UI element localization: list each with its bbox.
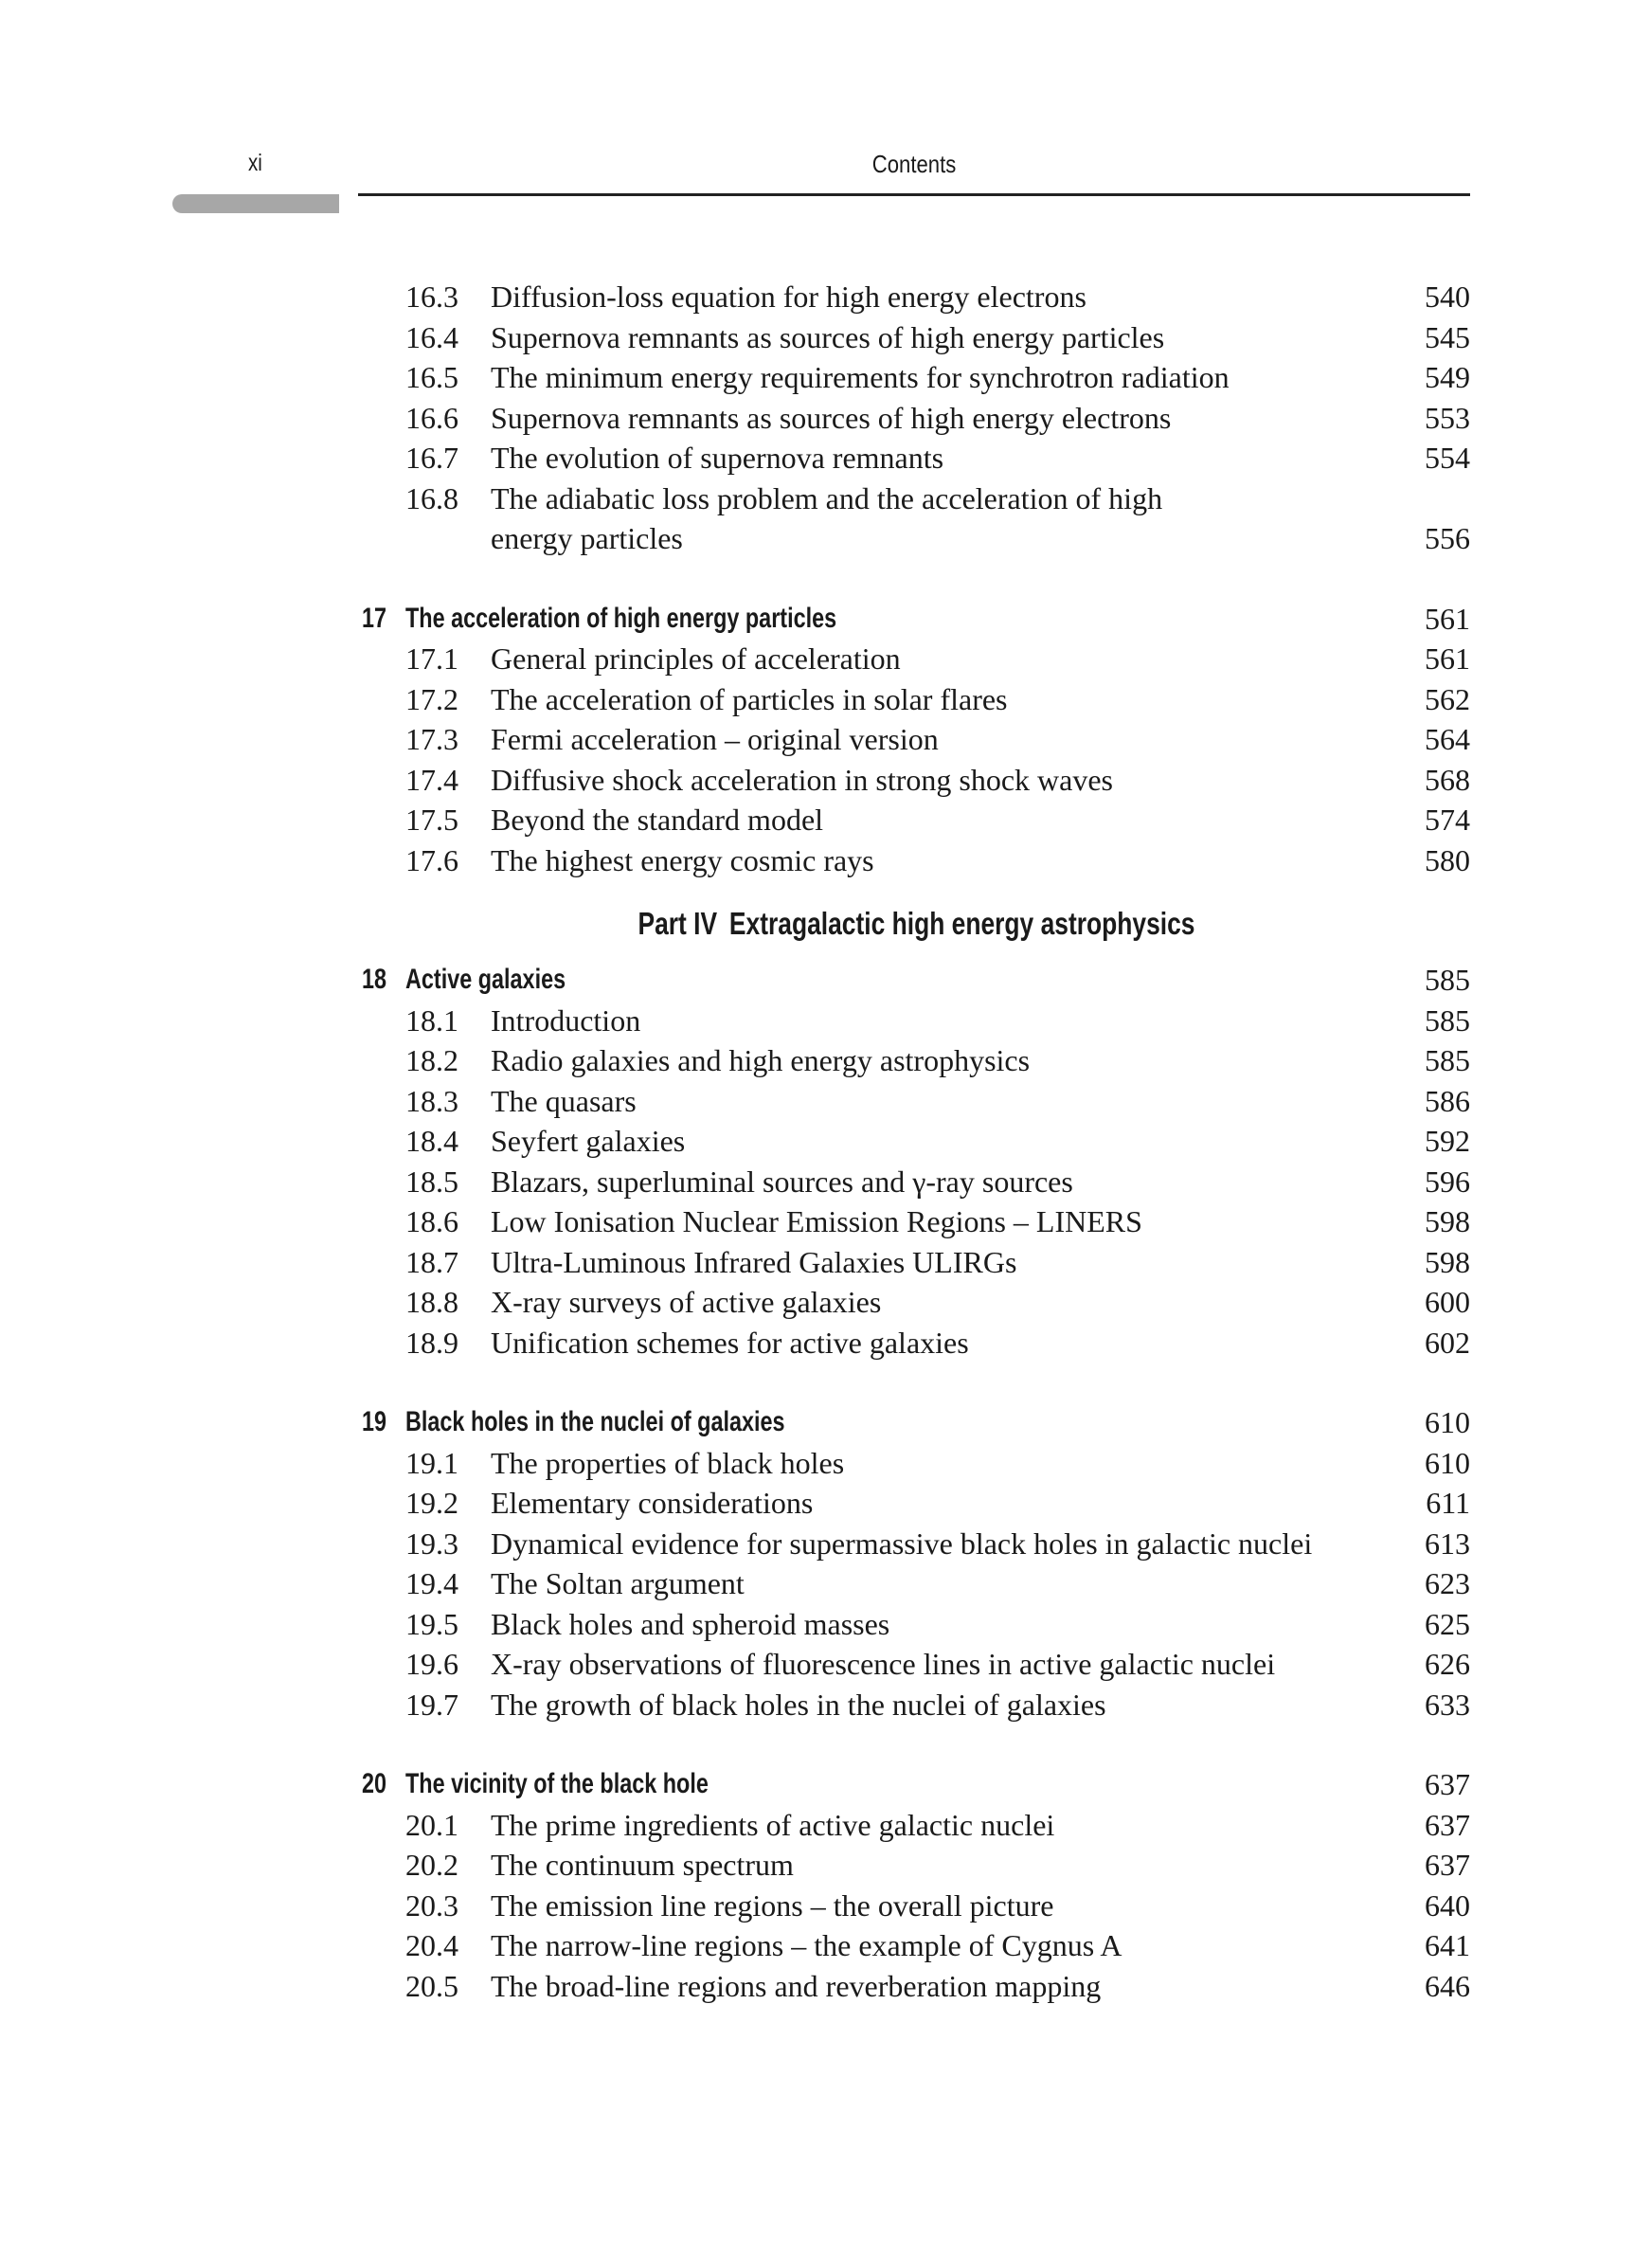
section-number: 20.5: [405, 1968, 458, 2003]
section-number: 17.6: [405, 842, 458, 877]
page-ref: 610: [1425, 1445, 1470, 1480]
section-title: Dynamical evidence for supermassive black holes in galactic nuclei: [491, 1526, 1313, 1561]
section-number: 18.2: [405, 1043, 458, 1077]
section-title: Low Ionisation Nuclear Emission Regions – LINERS: [491, 1204, 1142, 1238]
section-number: 19.5: [405, 1606, 458, 1641]
toc-entry[interactable]: [362, 1845, 1470, 1886]
page-ref: 592: [1425, 1124, 1470, 1158]
section-number: 16.3: [405, 280, 458, 314]
section-number: 20.4: [405, 1928, 458, 1962]
toc-entry[interactable]: [362, 357, 1470, 398]
section-number: 16.7: [405, 441, 458, 475]
section-title: The emission line regions – the overall picture: [491, 1887, 1054, 1923]
section-number: 19.3: [405, 1526, 458, 1561]
section-number: 18.6: [405, 1204, 458, 1238]
section-number: 19.1: [405, 1445, 458, 1480]
toc-entry[interactable]: [362, 1001, 1470, 1041]
page-ref: 585: [1425, 963, 1470, 997]
page-number: xi: [248, 150, 262, 176]
page-ref: 564: [1425, 722, 1470, 756]
section-number: 18.8: [405, 1285, 458, 1319]
section-number: 17.3: [405, 722, 458, 756]
page-ref: 574: [1425, 803, 1470, 837]
page-ref: 585: [1425, 1002, 1470, 1038]
section-number: 18.3: [405, 1083, 458, 1118]
page-ref: 568: [1425, 762, 1470, 797]
toc-entry[interactable]: [362, 1081, 1470, 1122]
page-ref: 562: [1425, 681, 1470, 716]
section-number: 19.4: [405, 1566, 458, 1600]
part-heading[interactable]: [362, 894, 1470, 954]
toc-entry[interactable]: [362, 1242, 1470, 1283]
page-ref: 623: [1425, 1566, 1470, 1600]
toc-entry[interactable]: [362, 438, 1470, 478]
page-ref: 549: [1425, 360, 1470, 394]
section-title: Fermi acceleration – original version: [491, 722, 939, 756]
toc-entry[interactable]: [362, 679, 1470, 720]
part-label: Part IV: [637, 906, 717, 941]
section-title: Black holes and spheroid masses: [491, 1606, 890, 1641]
section-number: 18.9: [405, 1325, 458, 1360]
chapter-number: 17: [362, 602, 387, 634]
section-title: Beyond the standard model: [491, 803, 824, 837]
section-title: X-ray surveys of active galaxies: [491, 1285, 882, 1319]
section-title: The evolution of supernova remnants: [491, 441, 944, 475]
running-title-text: Contents: [871, 150, 957, 178]
section-number: 19.2: [405, 1486, 458, 1520]
chapter-number: 19: [362, 1406, 387, 1437]
page-ref: 610: [1425, 1405, 1470, 1439]
toc-entry[interactable]: [362, 639, 1470, 679]
page-ref: 586: [1425, 1083, 1470, 1118]
section-number: 19.6: [405, 1647, 458, 1681]
toc-entry[interactable]: [362, 1604, 1470, 1645]
section-title-line1: The adiabatic loss problem and the acceleration of high: [491, 480, 1163, 515]
section-number: 18.7: [405, 1244, 458, 1279]
toc-entry[interactable]: [362, 1805, 1470, 1846]
section-number: 18.5: [405, 1164, 458, 1199]
chapter-entry[interactable]: [362, 960, 1470, 1001]
page-ref: 554: [1425, 441, 1470, 475]
section-title: Elementary considerations: [491, 1486, 814, 1520]
section-title: The quasars: [491, 1083, 637, 1118]
chapter-entry[interactable]: [362, 599, 1470, 640]
header-rule: [358, 193, 1470, 196]
section-title: Introduction: [491, 1002, 641, 1038]
section-number: 17.1: [405, 641, 458, 676]
toc-entry[interactable]: [362, 1443, 1470, 1484]
section-number: 18.1: [405, 1002, 458, 1038]
section-title: The broad-line regions and reverberation mapping: [491, 1968, 1102, 2003]
section-title: The narrow-line regions – the example of Cygnus A: [491, 1928, 1122, 1962]
section-title: Supernova remnants as sources of high energy electrons: [491, 400, 1172, 435]
section-title: The acceleration of particles in solar flares: [491, 681, 1008, 716]
page-ref: 540: [1425, 280, 1470, 314]
page-ref: 561: [1425, 601, 1470, 636]
toc-entry[interactable]: [362, 1644, 1470, 1685]
toc-entry[interactable]: [362, 1201, 1470, 1242]
section-title: Ultra-Luminous Infrared Galaxies ULIRGs: [491, 1244, 1017, 1279]
section-number: 16.6: [405, 400, 458, 435]
page-ref: 602: [1425, 1325, 1470, 1360]
toc-entry[interactable]: [362, 1162, 1470, 1202]
thumb-tab-bar: [172, 194, 339, 213]
toc-entry[interactable]: [362, 317, 1470, 358]
section-number: 16.8: [405, 480, 458, 515]
page-ref: 641: [1425, 1928, 1470, 1962]
page-ref: 640: [1425, 1887, 1470, 1923]
section-title: Supernova remnants as sources of high energy particles: [491, 319, 1165, 354]
chapter-title: Active galaxies: [405, 964, 566, 995]
section-number: 19.7: [405, 1687, 458, 1722]
toc-entry[interactable]: [362, 1282, 1470, 1323]
section-number: 20.3: [405, 1887, 458, 1923]
section-title: Blazars, superluminal sources and γ-ray sources: [491, 1164, 1073, 1199]
section-title: Diffusion-loss equation for high energy electrons: [491, 280, 1086, 314]
chapter-title: Black holes in the nuclei of galaxies: [405, 1406, 785, 1437]
section-title: Seyfert galaxies: [491, 1124, 686, 1158]
toc-entry[interactable]: [362, 800, 1470, 840]
section-number: 16.4: [405, 319, 458, 354]
section-number: 17.2: [405, 681, 458, 716]
chapter-entry[interactable]: [362, 1764, 1470, 1805]
section-title: The continuum spectrum: [491, 1848, 794, 1882]
toc-entry[interactable]: [362, 1925, 1470, 1966]
page-ref: 637: [1425, 1807, 1470, 1842]
section-title: X-ray observations of fluorescence lines in active galactic nuclei: [491, 1647, 1276, 1681]
section-number: 20.1: [405, 1807, 458, 1842]
section-title: Diffusive shock acceleration in strong shock waves: [491, 762, 1113, 797]
toc-entry[interactable]: [362, 277, 1470, 317]
section-title: The highest energy cosmic rays: [491, 842, 874, 877]
section-title: Unification schemes for active galaxies: [491, 1325, 969, 1360]
page-ref: 611: [1426, 1486, 1470, 1520]
section-title-line2: energy particles: [491, 521, 683, 555]
toc-entry[interactable]: [362, 398, 1470, 439]
toc-entry[interactable]: [362, 840, 1470, 881]
toc-entry[interactable]: [362, 1966, 1470, 2007]
toc-entry[interactable]: [362, 1886, 1470, 1926]
toc-entry[interactable]: [362, 719, 1470, 760]
section-number: 20.2: [405, 1848, 458, 1882]
page-ref: 613: [1425, 1526, 1470, 1561]
section-title: Radio galaxies and high energy astrophysics: [491, 1043, 1031, 1077]
page-ref: 598: [1425, 1244, 1470, 1279]
page-ref: 553: [1425, 400, 1470, 435]
chapter-number: 20: [362, 1768, 387, 1799]
toc-entry[interactable]: [362, 1121, 1470, 1162]
toc-entry[interactable]: [362, 760, 1470, 801]
toc-entry[interactable]: [362, 1685, 1470, 1725]
section-title: General principles of acceleration: [491, 641, 901, 676]
page-ref: 585: [1425, 1043, 1470, 1077]
chapter-number: 18: [362, 964, 387, 995]
section-title: The minimum energy requirements for synchrotron radiation: [491, 360, 1230, 394]
toc-entry[interactable]: [362, 1323, 1470, 1363]
running-title: [360, 150, 1468, 179]
chapter-entry[interactable]: [362, 1402, 1470, 1443]
part-title: Extragalactic high energy astrophysics: [728, 906, 1194, 941]
toc-entry[interactable]: [362, 478, 1470, 559]
toc-entry[interactable]: [362, 1563, 1470, 1604]
chapter-title: The vicinity of the black hole: [405, 1768, 709, 1799]
page-ref: 633: [1425, 1687, 1470, 1722]
toc-entry[interactable]: [362, 1483, 1470, 1524]
page-ref: 580: [1425, 842, 1470, 877]
section-title: The Soltan argument: [491, 1566, 745, 1600]
chapter-title: The acceleration of high energy particles: [405, 602, 837, 634]
section-title: The prime ingredients of active galactic nuclei: [491, 1807, 1055, 1842]
section-title: [491, 478, 1343, 559]
page-ref: 637: [1425, 1848, 1470, 1882]
section-number: 16.5: [405, 360, 458, 394]
page-ref: 561: [1425, 641, 1470, 676]
table-of-contents: [362, 277, 1470, 2006]
page-ref: 626: [1425, 1647, 1470, 1681]
page-ref: 596: [1425, 1164, 1470, 1199]
section-number: 18.4: [405, 1124, 458, 1158]
page-ref: 646: [1425, 1968, 1470, 2003]
page-ref: 598: [1425, 1204, 1470, 1238]
page-ref: 556: [1425, 521, 1470, 555]
page-ref: 625: [1425, 1606, 1470, 1641]
section-number: 17.5: [405, 803, 458, 837]
page-ref: 545: [1425, 319, 1470, 354]
section-number: 17.4: [405, 762, 458, 797]
section-title: The growth of black holes in the nuclei of galaxies: [491, 1687, 1106, 1722]
section-title: The properties of black holes: [491, 1445, 845, 1480]
page-ref: 637: [1425, 1767, 1470, 1801]
toc-entry[interactable]: [362, 1524, 1470, 1564]
page-ref: 600: [1425, 1285, 1470, 1319]
toc-entry[interactable]: [362, 1040, 1470, 1081]
